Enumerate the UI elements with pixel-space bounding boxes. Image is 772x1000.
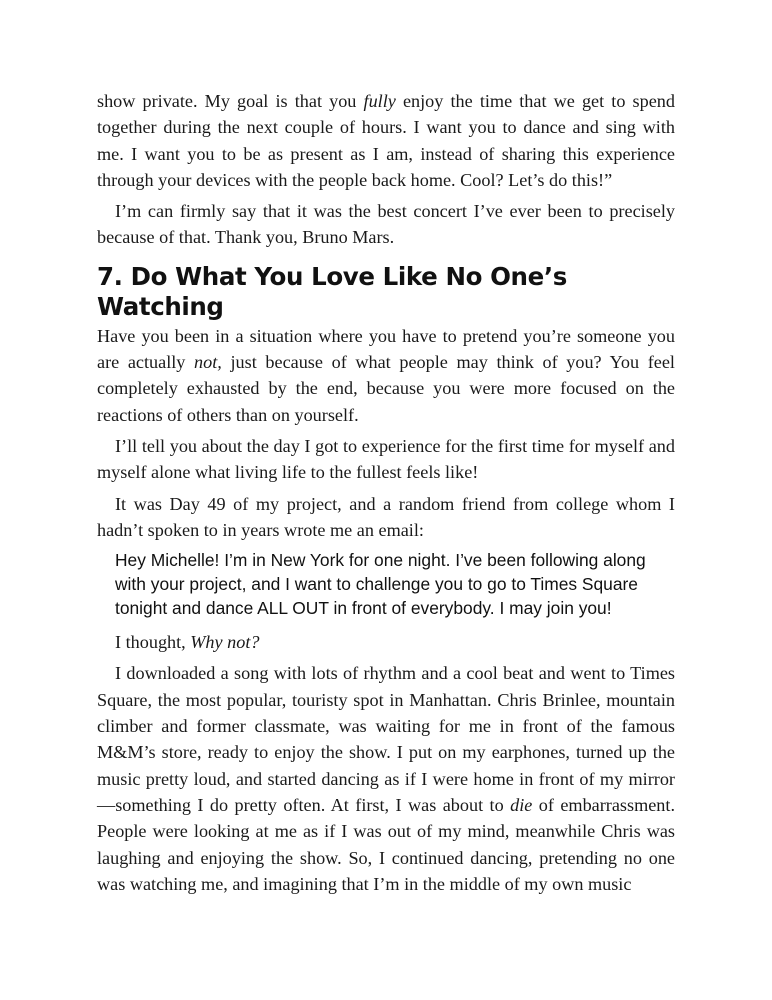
emphasis-die: die [510, 794, 533, 815]
paragraph-text: just because of what people may think of you? You feel completely exhausted by the end, because you were more focused on the reactions of others than on yourself. [97, 352, 675, 425]
paragraph-best-concert: I’m can firmly say that it was the best concert I’ve ever been to precisely because of that. Thank you, Bruno Mars. [97, 201, 675, 248]
emphasis-fully: fully [363, 91, 396, 111]
email-quote: Hey Michelle! I’m in New York for one night. I’ve been following along with your project, and I want to challenge you to go to Times Square tonight and dance ALL OUT in front of everybody. I may join you! [115, 550, 646, 619]
thought-lead: I thought, [115, 632, 191, 653]
paragraph-times-square [97, 660, 675, 897]
paragraph-fullest: I’ll tell you about the day I got to experience for the first time for myself and myself alone what living life to the fullest feels like! [97, 435, 675, 483]
paragraph-text: I downloaded a song with lots of rhythm and a cool beat and went to Times Square, the most popular, touristy spot in Manhattan. Chris Brinlee, mountain climber and former classmate, was waiting for me in front of the famous M&M’s store, ready to enjoy the show. I put on my earphones, turned up the music pretty loud, and started dancing as if I were home in front of my mirror —something I do pretty often. At first, I was about to [97, 663, 675, 815]
paragraph-text: of embarrassment. People were looking at me as if I was out of my mind, meanwhile Chris was laughing and enjoying the show. So, I continued dancing, pretending no one was watching me, and imagining that I’m in the middle of my own music [97, 794, 675, 894]
emphasis-not: not, [194, 352, 222, 373]
section-heading: 7. Do What You Love Like No One’s Watching [97, 261, 567, 321]
paragraph-text: show private. My goal is that you [97, 91, 364, 111]
emphasis-why-not: Why not? [190, 632, 260, 653]
book-page [97, 88, 675, 902]
paragraph-thought [97, 629, 675, 655]
paragraph-day-49: It was Day 49 of my project, and a random friend from college whom I hadn’t spoken to in years wrote me an email: [97, 493, 675, 540]
paragraph-text: Have you been in a situation where you have to pretend you’re someone you are actually [97, 325, 675, 373]
paragraph-concert-quote-end [97, 88, 675, 193]
paragraph-pretend [97, 323, 675, 428]
paragraph-text: enjoy the time that we get to spend together during the next couple of hours. I want you to dance and sing with me. I want you to be as present as I am, instead of sharing this experience through your devices with the people back home. Cool? Let’s do this!” [97, 91, 675, 190]
